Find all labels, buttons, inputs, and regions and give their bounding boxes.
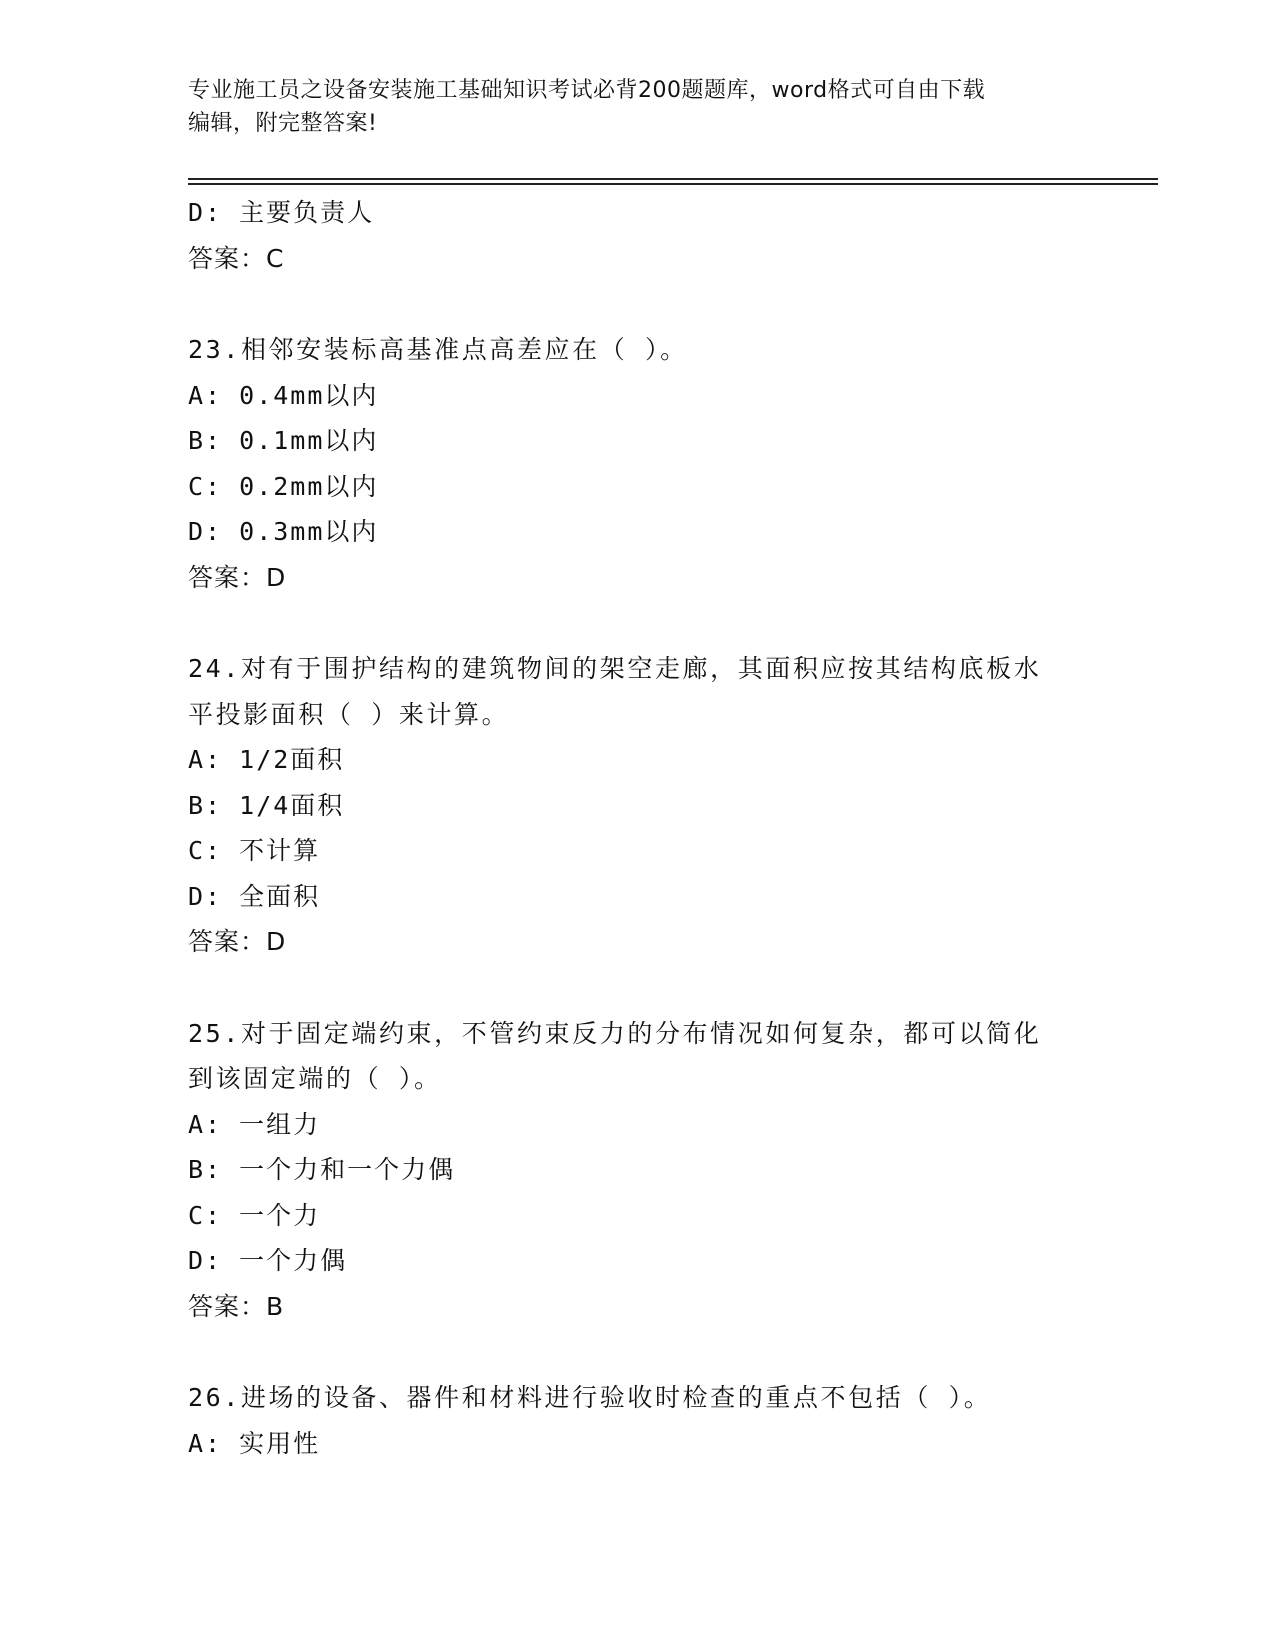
document-header <box>188 74 1088 140</box>
option-d: D: 主要负责人 <box>188 198 375 227</box>
option-b: B: 1/4面积 <box>188 790 345 820</box>
question-list <box>188 190 1088 1466</box>
question-text-line-2: 平投影面积（ ）来计算。 <box>188 699 510 729</box>
spacer <box>188 281 1088 327</box>
header-divider-top <box>188 178 1158 180</box>
option-d: D: 一个力偶 <box>188 1246 348 1275</box>
option-c: C: 不计算 <box>188 836 321 865</box>
question-23 <box>188 327 1088 600</box>
option-d: D: 0.3mm以内 <box>188 517 379 546</box>
spacer <box>188 600 1088 646</box>
question-text: 26.进场的设备、器件和材料进行验收时检查的重点不包括（ ）。 <box>188 1383 992 1412</box>
option-a: A: 0.4mm以内 <box>188 380 379 410</box>
question-text-line-1: 24.对有于围护结构的建筑物间的架空走廊，其面积应按其结构底板水 <box>188 654 1042 683</box>
option-a: A: 实用性 <box>188 1428 321 1458</box>
header-divider-bottom <box>188 183 1158 185</box>
option-c: C: 一个力 <box>188 1200 321 1230</box>
question-text-line-2: 到该固定端的（ ）。 <box>188 1064 442 1093</box>
option-b: B: 一个力和一个力偶 <box>188 1155 456 1184</box>
question-text-line-1: 25.对于固定端约束，不管约束反力的分布情况如何复杂，都可以简化 <box>188 1018 1042 1048</box>
answer-line: 答案：B <box>188 1291 285 1321</box>
header-line-1: 专业施工员之设备安装施工基础知识考试必背200题题库，word格式可自由下载 <box>188 78 986 103</box>
header-line-2: 编辑，附完整答案! <box>188 111 378 136</box>
option-a: A: 1/2面积 <box>188 745 345 774</box>
option-b: B: 0.1mm以内 <box>188 426 379 455</box>
option-c: C: 0.2mm以内 <box>188 471 379 501</box>
question-25 <box>188 1011 1088 1330</box>
answer-line: 答案：D <box>188 927 287 956</box>
spacer <box>188 1329 1088 1375</box>
answer-line: 答案：C <box>188 243 285 273</box>
question-text: 23.相邻安装标高基准点高差应在（ ）。 <box>188 335 688 364</box>
option-a: A: 一组力 <box>188 1109 321 1139</box>
question-24 <box>188 646 1088 965</box>
option-d: D: 全面积 <box>188 881 321 911</box>
answer-line: 答案：D <box>188 562 287 592</box>
question-26 <box>188 1375 1088 1466</box>
spacer <box>188 965 1088 1011</box>
